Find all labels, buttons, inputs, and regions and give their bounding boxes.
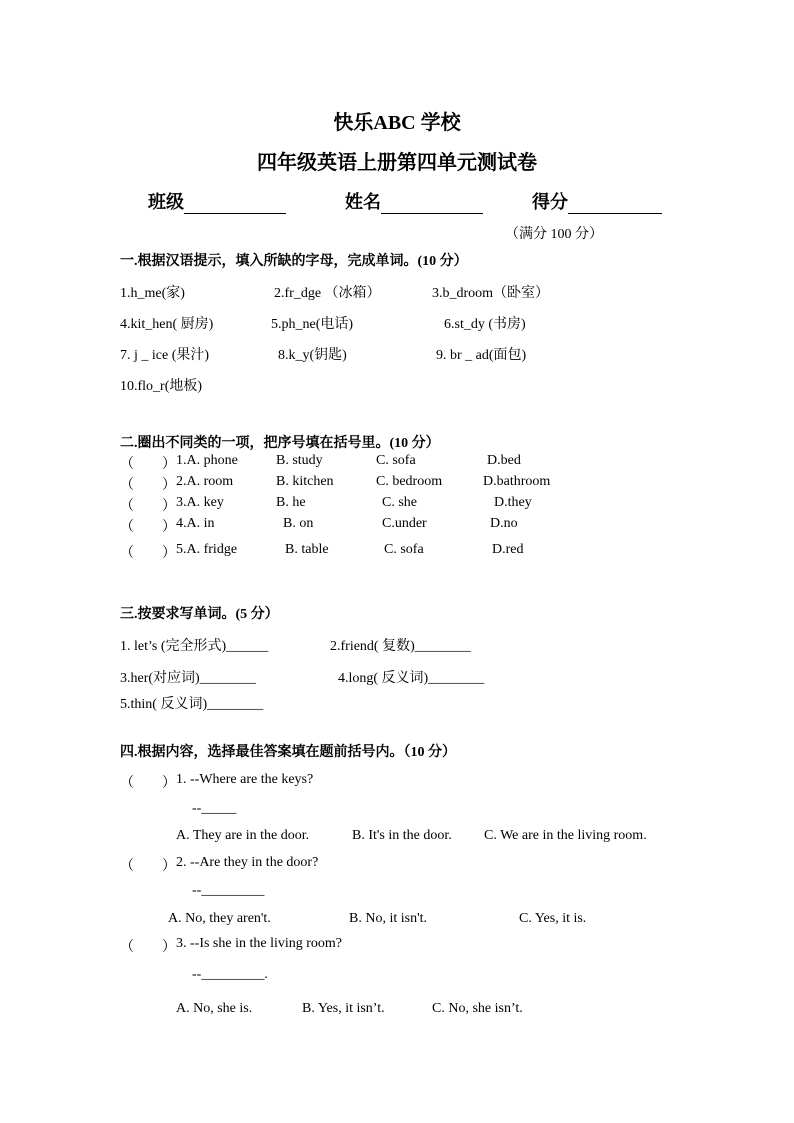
s2-opt-2b: B. kitchen (276, 474, 334, 489)
section3-heading: 三.按要求写单词。(5 分） (120, 607, 279, 622)
s4-question-3: 3. --Is she in the living room? (176, 936, 343, 951)
s4-q1-option-c: C. We are in the living room. (484, 828, 647, 843)
s1-item-7: 7. j _ ice (果汁) (120, 348, 210, 363)
name-label: 姓名 (345, 192, 381, 212)
s4-q2-option-c: C. Yes, it is. (519, 911, 587, 926)
s2-opt-3a: 3.A. key (176, 495, 224, 510)
full-score: （满分 100 分） (505, 227, 603, 242)
s2-opt-2d: D.bathroom (483, 474, 551, 489)
s3-item-2: 2.friend( 复数)________ (330, 639, 471, 654)
s4-answer-3: --_________. (192, 967, 268, 982)
s3-item-4: 4.long( 反义词)________ (338, 671, 485, 686)
s2-opt-3d: D.they (494, 495, 532, 510)
s4-q2-option-a: A. No, they aren't. (168, 911, 271, 926)
s2-paren-5[interactable]: （ ） (120, 546, 176, 561)
s1-item-8: 8.k_y(钥匙) (278, 348, 347, 363)
s3-item-5: 5.thin( 反义词)________ (120, 697, 264, 712)
s2-opt-2c: C. bedroom (376, 474, 443, 489)
exam-title: 四年级英语上册第四单元测试卷 (257, 152, 537, 174)
s2-opt-5d: D.red (492, 542, 524, 557)
s2-paren-3[interactable]: （ ） (120, 499, 176, 514)
s2-paren-2[interactable]: （ ） (120, 478, 176, 493)
s2-opt-1b: B. study (276, 453, 323, 468)
s2-opt-4d: D.no (490, 516, 518, 531)
section2-heading: 二.圈出不同类的一项，把序号填在括号里。(10 分） (120, 436, 440, 451)
s4-q3-option-a: A. No, she is. (176, 1001, 253, 1016)
s1-item-1: 1.h_me(家) (120, 286, 185, 301)
s2-opt-3c: C. she (382, 495, 417, 510)
s1-item-3: 3.b_droom（卧室） (432, 286, 550, 301)
s1-item-4: 4.kit_hen( 厨房) (120, 317, 214, 332)
s2-opt-3b: B. he (276, 495, 306, 510)
s4-question-2: 2. --Are they in the door? (176, 855, 319, 870)
name-blank[interactable] (381, 195, 483, 214)
s2-opt-1c: C. sofa (376, 453, 416, 468)
s2-paren-4[interactable]: （ ） (120, 520, 176, 535)
s2-opt-4b: B. on (283, 516, 314, 531)
s2-opt-1d: D.bed (487, 453, 521, 468)
s1-item-5: 5.ph_ne(电话) (271, 317, 354, 332)
s2-opt-5b: B. table (285, 542, 329, 557)
s1-item-10: 10.flo_r(地板) (120, 379, 203, 394)
s4-answer-2: --_________ (192, 883, 265, 898)
name-field (345, 188, 483, 214)
s2-opt-2a: 2.A. room (176, 474, 234, 489)
s4-q1-option-a: A. They are in the door. (176, 828, 310, 843)
section4-heading: 四.根据内容，选择最佳答案填在题前括号内。（10 分） (120, 745, 456, 760)
s4-paren-1[interactable]: （ ） (120, 776, 176, 791)
s2-paren-1[interactable]: （ ） (120, 457, 176, 472)
s2-opt-4c: C.under (382, 516, 427, 531)
s4-q3-option-c: C. No, she isn’t. (432, 1001, 523, 1016)
s2-opt-5c: C. sofa (384, 542, 424, 557)
s4-answer-1: --_____ (192, 801, 237, 816)
s4-q1-option-b: B. It's in the door. (352, 828, 452, 843)
score-blank[interactable] (568, 195, 662, 214)
s1-item-9: 9. br _ ad(面包) (436, 348, 527, 363)
s4-paren-3[interactable]: （ ） (120, 940, 176, 955)
s4-question-1: 1. --Where are the keys? (176, 772, 314, 787)
s4-q3-option-b: B. Yes, it isn’t. (302, 1001, 385, 1016)
class-label: 班级 (148, 192, 184, 212)
s2-opt-5a: 5.A. fridge (176, 542, 238, 557)
score-field (532, 188, 662, 214)
s3-item-1: 1. let’s (完全形式)______ (120, 639, 269, 654)
s2-opt-1a: 1.A. phone (176, 453, 238, 468)
s2-opt-4a: 4.A. in (176, 516, 215, 531)
s4-q2-option-b: B. No, it isn't. (349, 911, 427, 926)
class-blank[interactable] (184, 195, 286, 214)
s4-paren-2[interactable]: （ ） (120, 859, 176, 874)
s1-item-2: 2.fr_dge （冰箱） (274, 286, 381, 301)
school-title: 快乐ABC 学校 (333, 112, 461, 134)
class-field (148, 188, 286, 214)
s3-item-3: 3.her(对应词)________ (120, 671, 256, 686)
section1-heading: 一.根据汉语提示，填入所缺的字母，完成单词。(10 分） (120, 254, 468, 269)
score-label: 得分 (532, 192, 568, 212)
s1-item-6: 6.st_dy (书房) (444, 317, 526, 332)
